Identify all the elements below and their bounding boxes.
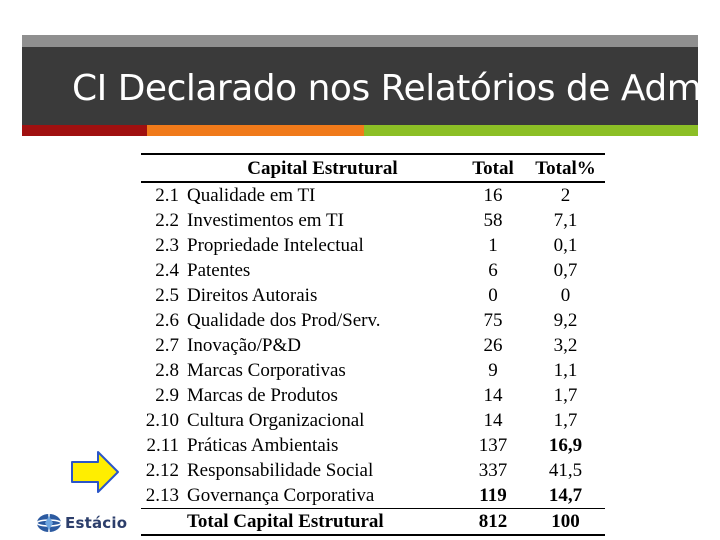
row-name: Propriedade Intelectual — [187, 235, 364, 256]
row-name: Responsabilidade Social — [187, 460, 374, 481]
row-percent: 3,2 — [553, 335, 578, 356]
row-percent: 9,2 — [553, 310, 578, 331]
row-id: 2.13 — [145, 485, 179, 506]
accent-strip — [22, 125, 698, 136]
row-total: 58 — [483, 210, 503, 231]
table-row — [141, 433, 605, 458]
total-row-id — [141, 509, 185, 536]
row-percent: 2 — [560, 185, 571, 206]
table-row — [141, 483, 605, 509]
accent-red-segment — [22, 125, 147, 136]
slide-title: CI Declarado nos Relatórios de Adm. — [72, 68, 713, 109]
row-id: 2.11 — [146, 435, 179, 456]
row-id: 2.4 — [155, 260, 179, 281]
table-total-row — [141, 509, 605, 536]
total-row-total: 812 — [460, 509, 526, 536]
row-total: 137 — [478, 435, 508, 456]
row-total: 0 — [488, 285, 498, 306]
table-body — [141, 182, 605, 509]
header-id — [141, 154, 185, 182]
table-row — [141, 208, 605, 233]
row-name: Qualidade dos Prod/Serv. — [187, 310, 381, 331]
row-percent: 0 — [560, 285, 571, 306]
row-percent: 41,5 — [548, 460, 583, 481]
row-percent: 14,7 — [548, 485, 583, 506]
row-total: 9 — [488, 360, 498, 381]
row-id: 2.7 — [155, 335, 179, 356]
row-id: 2.2 — [155, 210, 179, 231]
table-row — [141, 233, 605, 258]
row-total: 6 — [488, 260, 498, 281]
row-name: Direitos Autorais — [187, 285, 318, 306]
table-row — [141, 182, 605, 208]
row-id: 2.6 — [155, 310, 179, 331]
row-id: 2.10 — [145, 410, 179, 431]
table-row — [141, 458, 605, 483]
row-name: Marcas Corporativas — [187, 360, 346, 381]
capital-estrutural-table — [141, 153, 605, 532]
row-id: 2.1 — [155, 185, 179, 206]
header-percent: Total% — [526, 154, 605, 182]
row-percent: 16,9 — [548, 435, 583, 456]
table-row — [141, 358, 605, 383]
row-percent: 0,7 — [553, 260, 578, 281]
row-name: Práticas Ambientais — [187, 435, 339, 456]
row-total: 337 — [478, 460, 508, 481]
row-total: 14 — [483, 410, 503, 431]
row-percent: 0,1 — [553, 235, 578, 256]
table-header-row — [141, 154, 605, 182]
row-name: Marcas de Produtos — [187, 385, 338, 406]
row-id: 2.9 — [155, 385, 179, 406]
row-percent: 7,1 — [553, 210, 578, 231]
row-total: 26 — [483, 335, 503, 356]
row-total: 119 — [479, 485, 507, 506]
accent-orange-segment — [147, 125, 364, 136]
row-total: 1 — [488, 235, 498, 256]
table-row — [141, 383, 605, 408]
accent-green-segment — [364, 125, 698, 136]
row-name: Qualidade em TI — [187, 185, 316, 206]
table-row — [141, 308, 605, 333]
row-name: Governança Corporativa — [187, 485, 375, 506]
header-category: Capital Estrutural — [185, 154, 460, 182]
row-total: 14 — [483, 385, 503, 406]
row-percent: 1,1 — [553, 360, 578, 381]
table-row — [141, 333, 605, 358]
row-id: 2.8 — [155, 360, 179, 381]
estacio-logo — [36, 513, 127, 533]
row-id: 2.5 — [155, 285, 179, 306]
row-percent: 1,7 — [553, 385, 578, 406]
row-name: Inovação/P&D — [187, 335, 301, 356]
globe-icon — [36, 513, 62, 533]
table-row — [141, 258, 605, 283]
row-id: 2.3 — [155, 235, 179, 256]
table-row — [141, 408, 605, 433]
right-arrow-icon — [70, 450, 120, 494]
row-name: Patentes — [187, 260, 251, 281]
total-row-label: Total Capital Estrutural — [185, 509, 460, 536]
logo-text: Estácio — [65, 514, 128, 532]
total-row-percent: 100 — [526, 509, 605, 536]
header-top-bar — [22, 35, 698, 47]
row-percent: 1,7 — [553, 410, 578, 431]
row-id: 2.12 — [145, 460, 179, 481]
row-name: Cultura Organizacional — [187, 410, 365, 431]
row-name: Investimentos em TI — [187, 210, 344, 231]
header-total: Total — [460, 154, 526, 182]
row-total: 16 — [483, 185, 503, 206]
title-band — [22, 47, 713, 125]
row-total: 75 — [483, 310, 503, 331]
table-row — [141, 283, 605, 308]
